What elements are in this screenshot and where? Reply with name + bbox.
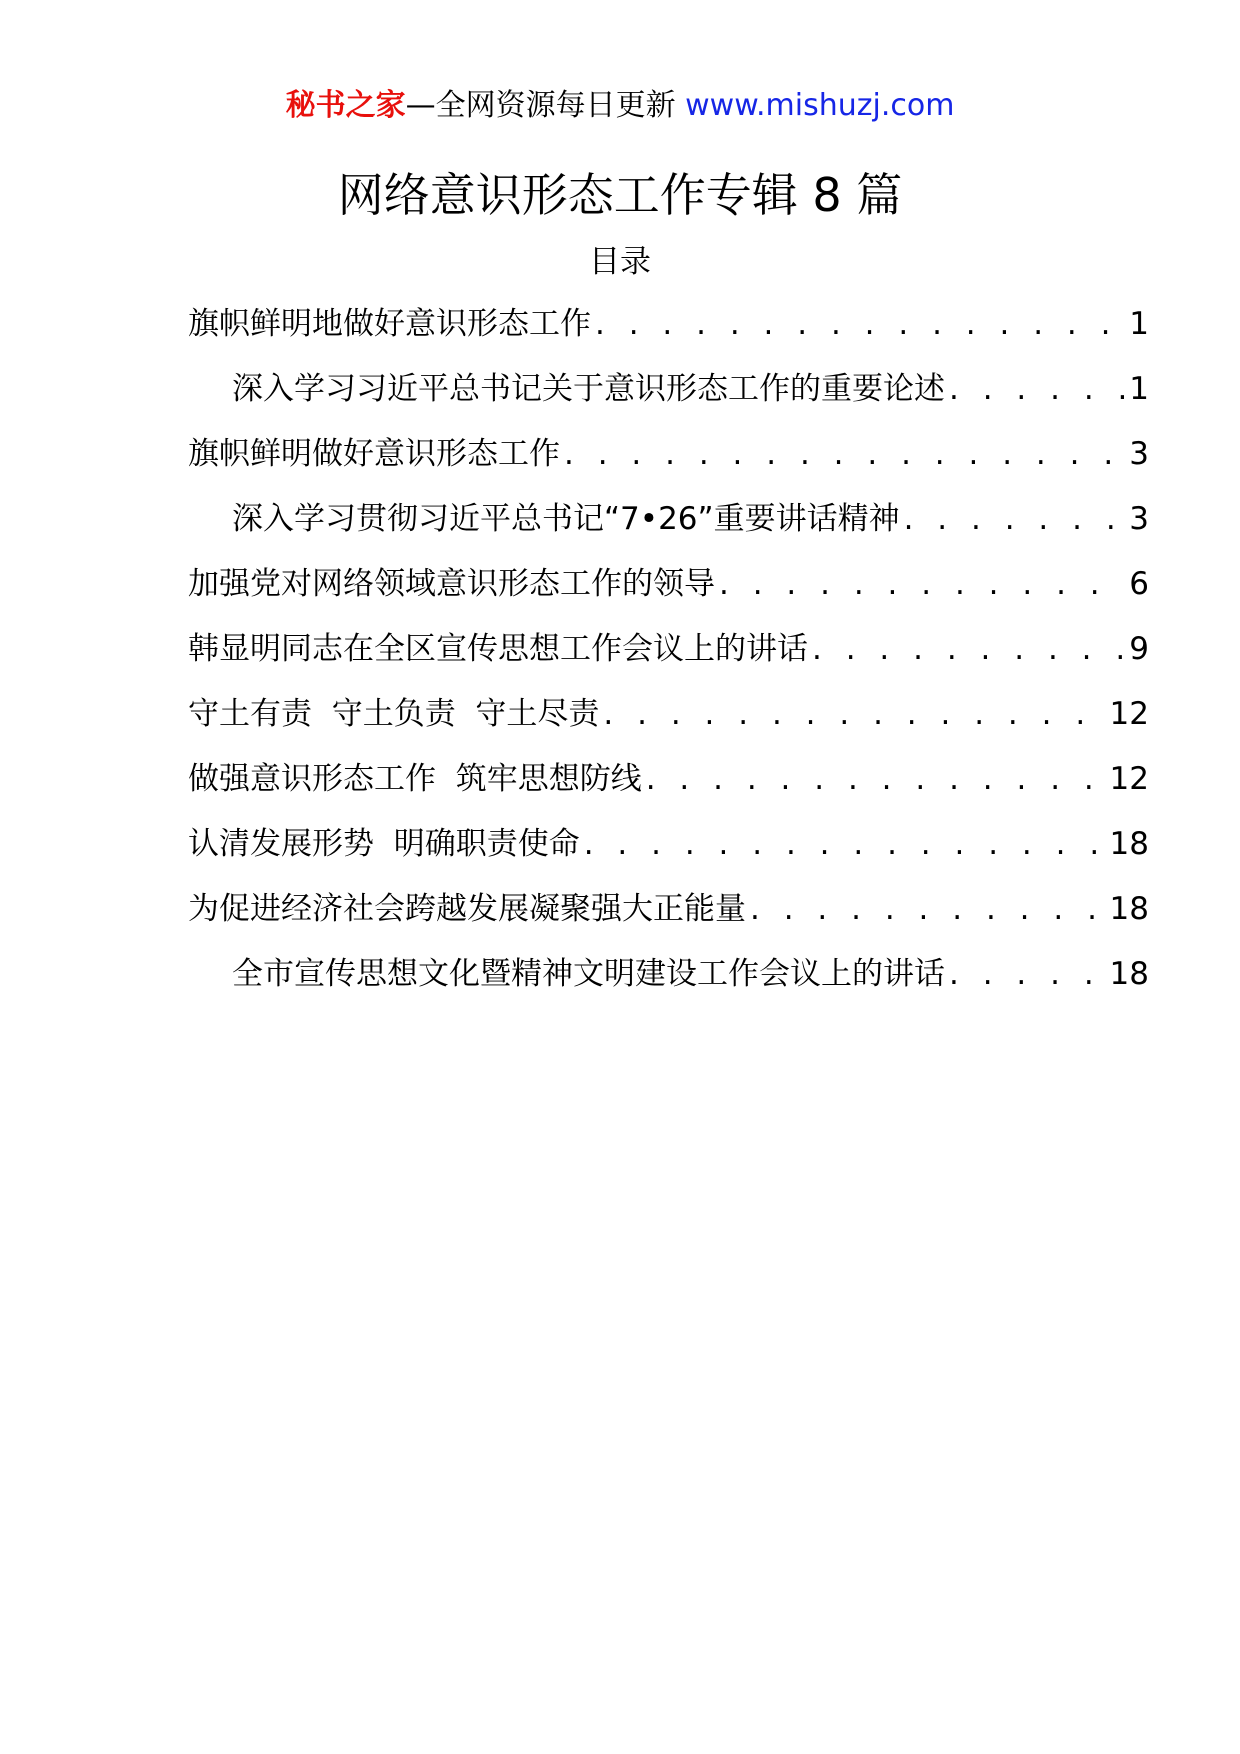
toc-dot-leader — [564, 434, 1125, 474]
document-title: 网络意识形态工作专辑 8 篇 — [337, 168, 903, 222]
toc-page-number: 3 — [1129, 436, 1149, 472]
site-url-link[interactable]: www.mishuzj.com — [685, 88, 955, 123]
toc-entry-title: 加强党对网络领域意识形态工作的领导 — [188, 566, 715, 602]
toc-page-number: 12 — [1109, 696, 1149, 732]
toc-page-number: 1 — [1129, 306, 1149, 342]
toc-entry[interactable] — [188, 434, 1149, 499]
toc-entry-title: 韩显明同志在全区宣传思想工作会议上的讲话 — [188, 631, 808, 667]
toc-dot-leader — [646, 759, 1106, 799]
toc-page-number: 18 — [1109, 891, 1149, 927]
toc-subentry[interactable] — [188, 954, 1149, 1019]
toc-entry[interactable] — [188, 694, 1149, 759]
toc-page-number: 9 — [1129, 631, 1149, 667]
toc-page-number: 12 — [1109, 761, 1149, 797]
table-of-contents — [188, 304, 1149, 1019]
toc-entry-title: 全市宣传思想文化暨精神文明建设工作会议上的讲话 — [232, 956, 945, 992]
toc-dot-leader — [603, 694, 1105, 734]
toc-entry[interactable] — [188, 889, 1149, 954]
toc-dot-leader — [949, 369, 1125, 409]
toc-entry-title: 守土有责 守土负责 守土尽责 — [188, 696, 600, 732]
toc-entry-title: 旗帜鲜明地做好意识形态工作 — [188, 306, 591, 342]
header-tagline: —全网资源每日更新 — [405, 88, 676, 123]
toc-entry-title: 深入学习习近平总书记关于意识形态工作的重要论述 — [232, 371, 945, 407]
toc-dot-leader — [904, 499, 1126, 539]
toc-entry[interactable] — [188, 629, 1149, 694]
toc-entry-title: 旗帜鲜明做好意识形态工作 — [188, 436, 560, 472]
toc-subentry[interactable] — [188, 369, 1149, 434]
toc-page-number: 3 — [1129, 501, 1149, 537]
site-header — [0, 86, 1240, 126]
toc-entry[interactable] — [188, 304, 1149, 369]
toc-dot-leader — [750, 889, 1106, 929]
toc-entry-title: 深入学习贯彻习近平总书记“7•26”重要讲话精神 — [232, 501, 900, 537]
toc-page-number: 18 — [1109, 826, 1149, 862]
toc-entry[interactable] — [188, 824, 1149, 889]
toc-dot-leader — [595, 304, 1125, 344]
toc-dot-leader — [812, 629, 1125, 669]
toc-heading: 目录 — [589, 244, 651, 280]
brand-name: 秘书之家 — [285, 88, 406, 123]
toc-entry[interactable] — [188, 759, 1149, 824]
toc-page-number: 18 — [1109, 956, 1149, 992]
toc-entry-title: 认清发展形势 明确职责使命 — [188, 826, 580, 862]
toc-dot-leader — [949, 954, 1106, 994]
toc-page-number: 1 — [1129, 371, 1149, 407]
toc-dot-leader — [719, 564, 1125, 604]
toc-page-number: 6 — [1129, 566, 1149, 602]
toc-entry-title: 为促进经济社会跨越发展凝聚强大正能量 — [188, 891, 746, 927]
toc-entry[interactable] — [188, 564, 1149, 629]
toc-dot-leader — [584, 824, 1106, 864]
toc-subentry[interactable] — [188, 499, 1149, 564]
toc-entry-title: 做强意识形态工作 筑牢思想防线 — [188, 761, 642, 797]
